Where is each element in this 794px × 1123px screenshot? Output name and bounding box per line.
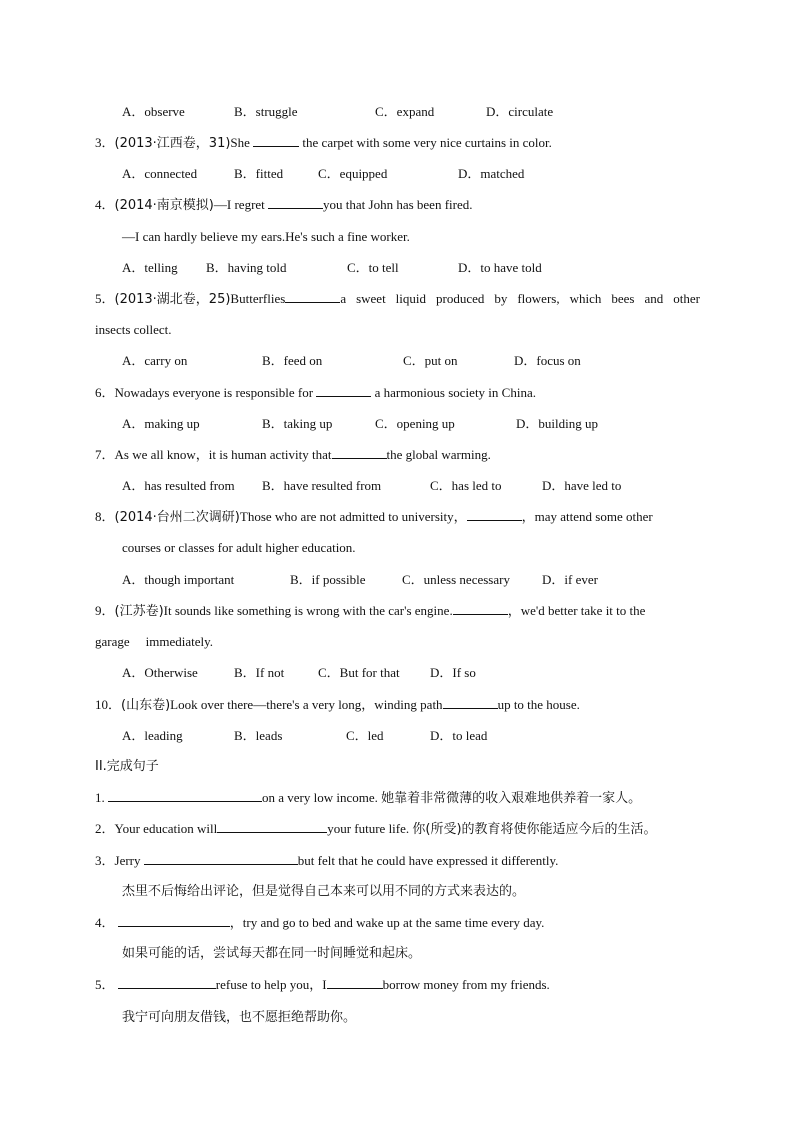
- question-number: 9．: [95, 603, 115, 618]
- option-d: D．to lead: [430, 728, 488, 743]
- question-number: 10．: [95, 697, 122, 712]
- answer-blank[interactable]: [316, 384, 371, 397]
- sentence-3: 3．Jerry but felt that he could have expressed it differently.: [95, 853, 559, 868]
- answer-blank[interactable]: [467, 508, 522, 521]
- option-b: B．fitted: [234, 166, 284, 181]
- answer-blank[interactable]: [108, 789, 262, 802]
- answer-blank[interactable]: [118, 914, 230, 927]
- question-7: 7．As we all know，it is human activity that the global warming.: [95, 447, 491, 462]
- answer-blank[interactable]: [332, 446, 387, 459]
- option-d: D．to have told: [458, 260, 542, 275]
- option-d: D．circulate: [486, 104, 554, 119]
- question-number: 6．: [95, 385, 115, 400]
- question-number: 8．: [95, 509, 115, 524]
- question-source: (2013·湖北卷，25): [114, 292, 231, 307]
- option-a: A．though important: [122, 572, 235, 587]
- option-a: A．has resulted from: [122, 478, 235, 493]
- option-d: D．matched: [458, 166, 525, 181]
- option-c: C．put on: [403, 353, 458, 368]
- question-number: 3．: [95, 135, 115, 150]
- answer-blank[interactable]: [268, 196, 323, 209]
- sentence-1: 1. on a very low income. 她靠着非常微薄的收入艰难地供养着一家人。: [95, 790, 642, 806]
- option-d: D．have led to: [542, 478, 622, 493]
- option-b: B．having told: [206, 260, 287, 275]
- option-b: B．If not: [234, 665, 285, 680]
- q4-reply: —I can hardly believe my ears.He's such a fine worker.: [122, 229, 410, 244]
- question-10: 10．(山东卷)Look over there—there's a very long，winding path up to the house.: [95, 697, 580, 713]
- sentence-2: 2．Your education will your future life. 你(所受)的教育将使你能适应今后的生活。: [95, 821, 657, 837]
- question-number: 4．: [95, 197, 115, 212]
- chinese-hint: 杰里不后悔给出评论，但是觉得自己本来可以用不同的方式来表达的。: [122, 884, 526, 899]
- option-c: C．unless necessary: [402, 572, 510, 587]
- answer-blank[interactable]: [253, 134, 299, 147]
- sentence-5: 5． refuse to help you，I borrow money from my friends.: [95, 977, 550, 992]
- option-d: D．building up: [516, 416, 598, 431]
- question-source: (江苏卷): [114, 604, 164, 619]
- option-c: C．equipped: [318, 166, 388, 181]
- answer-blank[interactable]: [453, 602, 508, 615]
- option-a: A．observe: [122, 104, 185, 119]
- sentence-number: 4．: [95, 915, 115, 930]
- option-c: C．But for that: [318, 665, 400, 680]
- option-c: C．has led to: [430, 478, 502, 493]
- chinese-hint: 她靠着非常微薄的收入艰难地供养着一家人。: [381, 791, 642, 806]
- chinese-hint: 我宁可向朋友借钱，也不愿拒绝帮助你。: [122, 1010, 357, 1025]
- option-b: B．leads: [234, 728, 283, 743]
- option-d: D．if ever: [542, 572, 598, 587]
- q9-continuation: garage immediately.: [95, 634, 214, 649]
- option-a: A．Otherwise: [122, 665, 198, 680]
- answer-blank[interactable]: [217, 820, 327, 833]
- question-number: 5．: [95, 291, 115, 306]
- option-c: C．opening up: [375, 416, 455, 431]
- answer-blank[interactable]: [144, 852, 298, 865]
- question-source: (2014·南京模拟): [114, 198, 214, 213]
- option-a: A．telling: [122, 260, 178, 275]
- question-5: 5．(2013·湖北卷，25)Butterflies a sweet liquid produced by flowers, which bees and other: [95, 291, 700, 307]
- option-a: A．connected: [122, 166, 198, 181]
- option-c: C．expand: [375, 104, 435, 119]
- option-a: A．carry on: [122, 353, 188, 368]
- question-source: (2014·台州二次调研): [114, 510, 240, 525]
- question-6: 6．Nowadays everyone is responsible for a harmonious society in China.: [95, 385, 536, 400]
- question-source: (山东卷): [121, 698, 171, 713]
- q5-continuation: insects collect.: [95, 322, 172, 337]
- answer-blank-1[interactable]: [118, 976, 216, 989]
- question-8: 8．(2014·台州二次调研)Those who are not admitted to university， ，may attend some other: [95, 509, 653, 525]
- option-c: C．to tell: [347, 260, 399, 275]
- sentence-number: 2．: [95, 821, 115, 836]
- question-3: 3．(2013·江西卷，31)She the carpet with some very nice curtains in color.: [95, 135, 552, 151]
- option-c: C．led: [346, 728, 384, 743]
- option-b: B．struggle: [234, 104, 298, 119]
- option-a: A．leading: [122, 728, 183, 743]
- option-d: D．focus on: [514, 353, 581, 368]
- answer-blank[interactable]: [443, 696, 498, 709]
- answer-blank[interactable]: [285, 290, 340, 303]
- sentence-number: 3．: [95, 853, 115, 868]
- question-9: 9．(江苏卷)It sounds like something is wrong with the car's engine. ，we'd better take it to the: [95, 603, 646, 619]
- chinese-hint: 如果可能的话，尝试每天都在同一时间睡觉和起床。: [122, 946, 422, 961]
- chinese-hint: 你(所受)的教育将使你能适应今后的生活。: [412, 822, 657, 837]
- question-4: 4．(2014·南京模拟)—I regret you that John has been fired.: [95, 197, 473, 213]
- question-source: (2013·江西卷，31): [114, 136, 231, 151]
- option-a: A．making up: [122, 416, 200, 431]
- section-title: II.完成句子: [95, 759, 159, 774]
- sentence-number: 1.: [95, 790, 105, 805]
- q8-continuation: courses or classes for adult higher education.: [122, 540, 356, 555]
- option-d: D．If so: [430, 665, 476, 680]
- option-b: B．have resulted from: [262, 478, 382, 493]
- sentence-4: 4． ，try and go to bed and wake up at the same time every day.: [95, 915, 545, 930]
- answer-blank-2[interactable]: [327, 976, 383, 989]
- sentence-number: 5．: [95, 977, 115, 992]
- option-b: B．if possible: [290, 572, 366, 587]
- option-b: B．taking up: [262, 416, 333, 431]
- option-b: B．feed on: [262, 353, 323, 368]
- question-number: 7．: [95, 447, 115, 462]
